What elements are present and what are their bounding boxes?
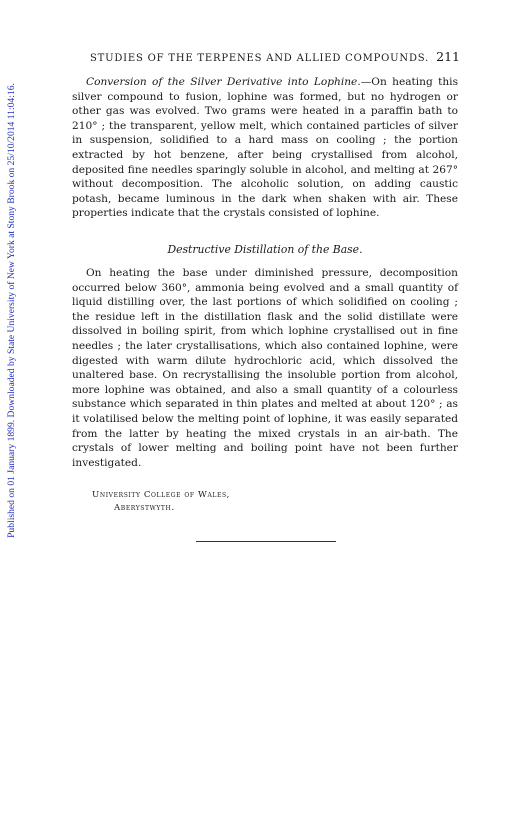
section-heading-distillation: Destructive Distillation of the Base.	[167, 243, 363, 256]
download-watermark	[0, 30, 22, 590]
affiliation-town: Aberystwyth.	[114, 503, 175, 513]
affiliation	[92, 489, 230, 515]
paragraph	[72, 75, 458, 221]
end-rule	[196, 541, 336, 542]
running-head	[90, 49, 460, 64]
running-head-title: STUDIES OF THE TERPENES AND ALLIED COMPOUNDS.	[90, 53, 430, 64]
section-silver-derivative	[72, 75, 458, 221]
page-number: 211	[436, 49, 460, 64]
paragraph: On heating the base under diminished pressure, decomposition occurred below 360°, ammonia being evolved and a small quantity of liquid distilling over, the last portions of which solidified on cooling ; the residue left in the distillation flask and the solid distillate were dissolved in boiling spirit, from which lophine crystallised out in fine needles ; the later crystallisations, which also contained lophine, were digested with warm dilute hydrochloric acid, which dissolved the unaltered base. On recrystallising the insoluble portion from alcohol, more lophine was obtained, and also a small quantity of a colourless substance which separated in thin plates and melted at about 120° ; as it volatilised below the melting point of lophine, it was easily separated from the latter by heating the mixed crystals in an air-bath. The crystals of lower melting and boiling point have not been further investigated.	[72, 267, 458, 469]
paragraph-text: —On heating this silver compound to fusion, lophine was formed, but no hydrogen or other gas was evolved. Two grams were heated in a paraffin bath to 210° ; the transparent, yellow melt, which contained particles of silver in suspension, solidified to a hard mass on cooling ; the portion extracted by hot benzene, after being crystallised from alcohol, deposited fine needles sparingly soluble in alcohol, and melting at 267° without decomposition. The alcoholic solution, on adding caustic potash, became luminous in the dark when shaken with air. These properties indicate that the crystals consisted of lophine.	[72, 76, 459, 220]
affiliation-institution: University College of Wales,	[92, 490, 231, 500]
download-watermark-text: Published on 01 January 1899. Downloaded by State University of New York at Stony Brook on 25/10/2014 11:04:16.	[5, 82, 17, 538]
section-destructive-distillation	[72, 266, 458, 470]
run-in-heading: Conversion of the Silver Derivative into Lophine.	[86, 76, 361, 88]
